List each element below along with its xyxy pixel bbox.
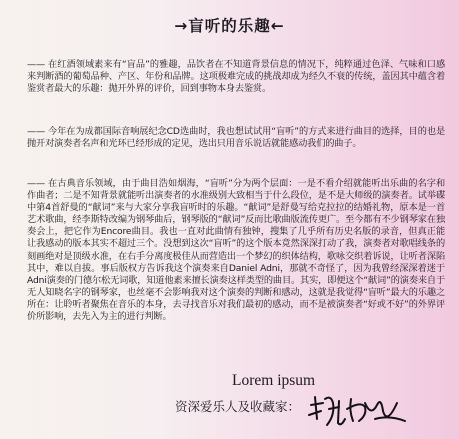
paragraph-intro: —— 在红酒领域素来有“盲品”的雅趣，品饮者在不知道背景信息的情况下，纯粹通过色泽、气味和口感来判断酒的葡萄品种、产区、年份和品牌。这项极难完成的挑战却成为经久不衰的传统，盖因其中蕴含着鉴赏者最大的乐趣：抛开外界的评价，回到事物本身去鉴赏。 — [27, 59, 445, 95]
signature-label: 资深爱乐人及收藏家： — [175, 399, 301, 414]
page-title: →盲听的乐趣← — [174, 17, 285, 35]
paragraph-classical: —— 在古典音乐领域，由于曲目浩如烟海，“盲听”分为两个层面：一是不看介绍就能听出乐曲的名字和作曲者；二是不知背景就能听出演奏者的水准级别大致相当于什么段位，是不是大师级的演奏者。试举碟中第4首舒曼的“献词”来与大家分享我盲听时的乐趣。“献词”是舒曼写给克拉拉的结婚礼物，原本是一首艺术歌曲，经李斯特改编为钢琴曲后，钢琴版的“献词”反而比歌曲版流传更广。至今都有不少钢琴家在独奏会上，把它作为Encore曲目。我也一直对此曲情有独钟，搜集了几乎所有历史名版的录音，但真正能让我感动的版本其实不超过三个。没想到这次“盲听”的这个版本竟然深深打动了我，演奏者对歌唱线条的刻画绝对是顶级水准，在右手分离度极佳从而营造出一个梦幻的织体结构，歌咏交织着诉说，让听者深陷其中，难以自拔。事后版权方告诉我这个演奏来自Daniel Adni，那就不奇怪了，因为我曾经深深着迷于Adni演奏的门德尔松无词歌，知道他素来擅长演奏这样类型的曲目。其实，即便这个“献词”的演奏来自于无人知晓名字的钢琴家，也丝毫不会影响我对这个演奏的判断和感动，这就是我觉得“盲听”最大的乐趣之所在：让聆听者聚焦在音乐的本身，去寻找音乐对我们最初的感动，而不是被演奏者“好或不好”的外界评价所影响，去先入为主的进行判断。 — [27, 178, 445, 323]
handwritten-signature — [305, 391, 410, 435]
lorem-caption: Lorem ipsum — [232, 372, 316, 389]
paragraph-selection: —— 今年在为成都国际音响展纪念CD选曲时，我也想试试用“盲听”的方式来进行曲目的选择，目的也是抛开对演奏者名声和光环已经形成的定见，选出只用音乐说话就能感动我们的曲子。 — [27, 126, 445, 150]
